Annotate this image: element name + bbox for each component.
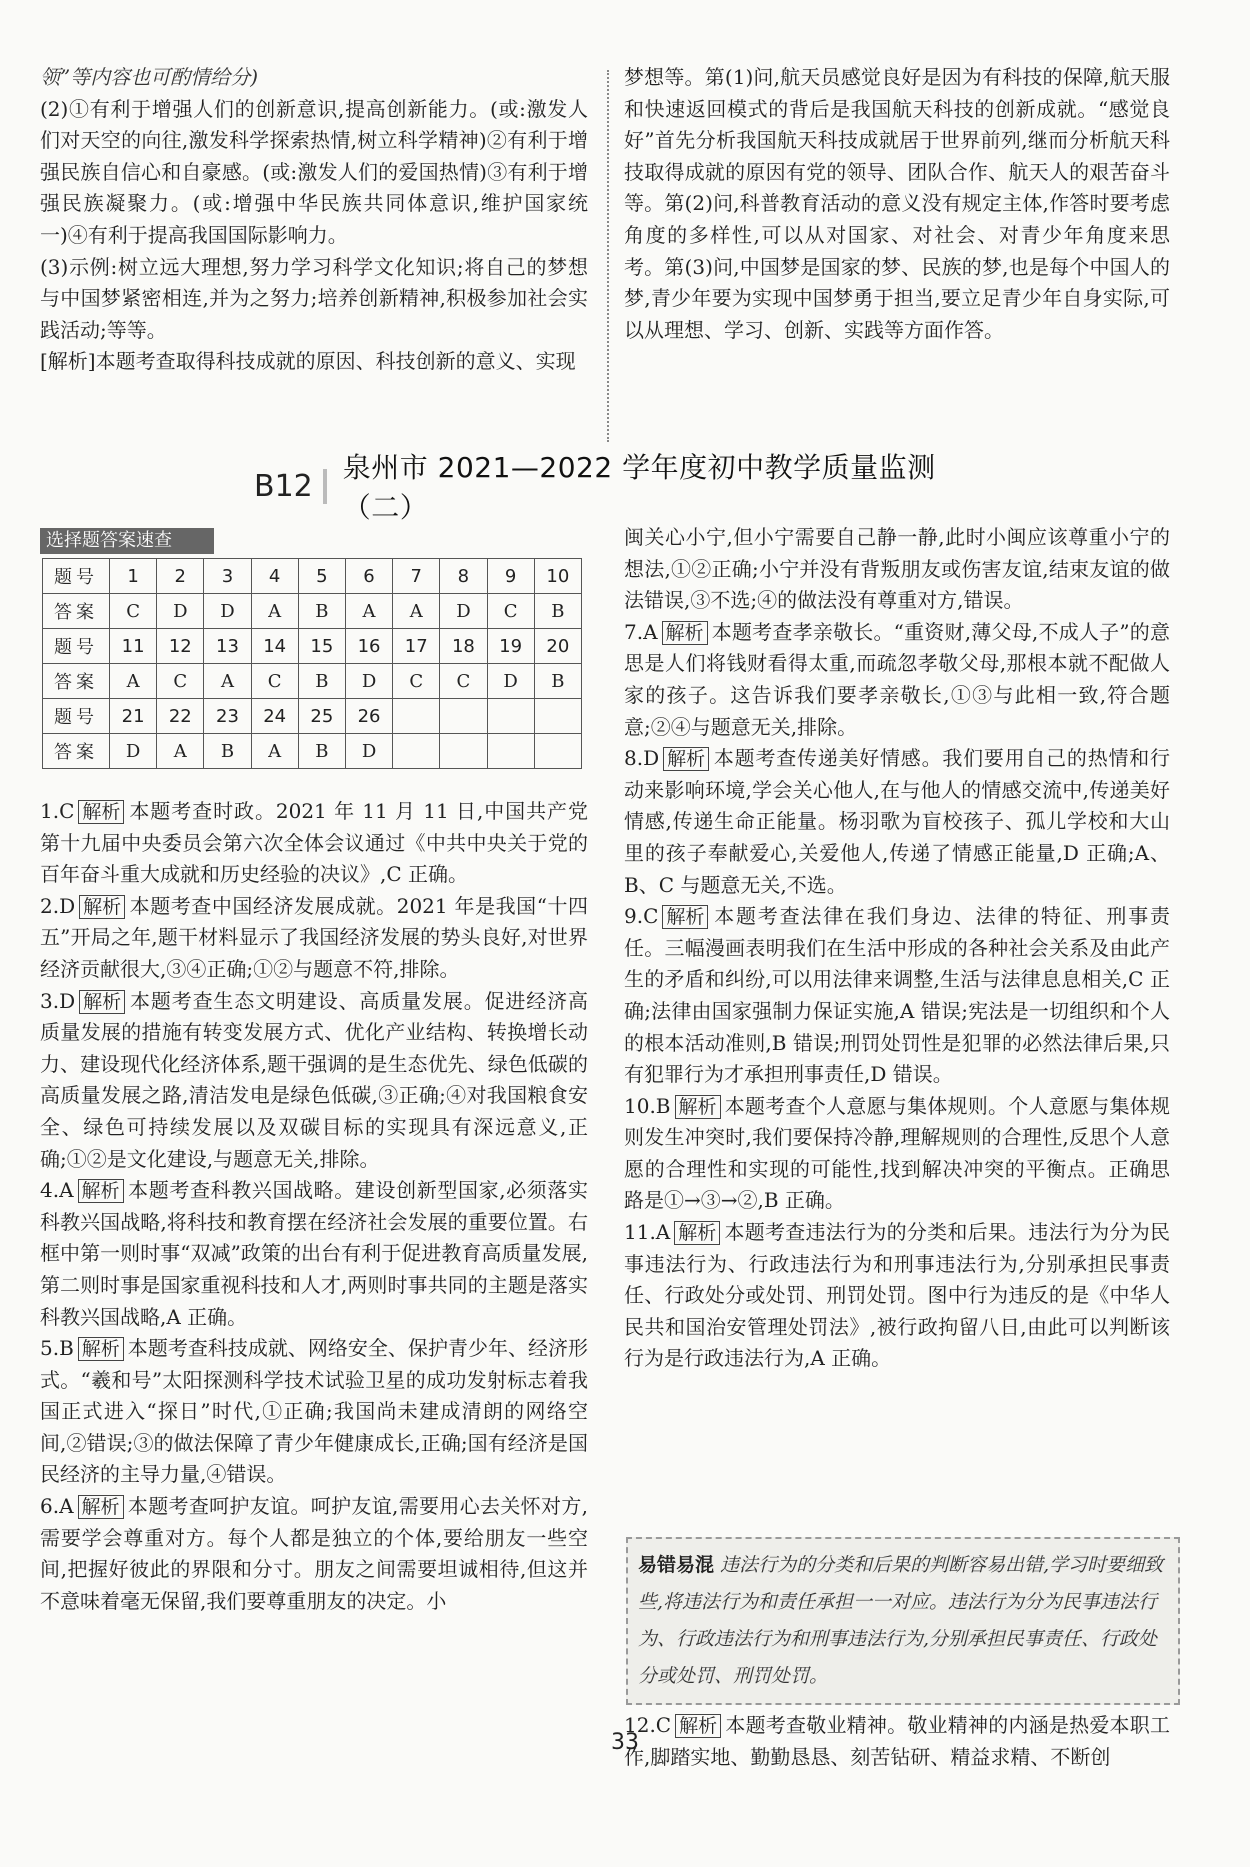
- answer-cell: D: [157, 594, 204, 629]
- question-number: 14: [251, 629, 298, 664]
- top-left-line-0: 领”等内容也可酌情给分): [40, 65, 259, 89]
- answer-item: [40, 986, 588, 1176]
- item-text: 本题考查法律在我们身边、法律的特征、刑事责任。三幅漫画表明我们在生活中形成的各种社会关系及由此产生的矛盾和纠纷,可以用法律来调整,生活与法律息息相关,C 正确;法律由国家强制力保证实施,A 错误;宪法是一切组织和个人的根本活动准则,B 错误;刑罚处罚性是犯罪的必然法律后果,只有犯罪行为才承担刑事责任,D 错误。: [624, 904, 1170, 1087]
- item-text: 本题考查时政。2021 年 11 月 11 日,中国共产党第十九届中央委员会第六次全体会议通过《中共中央关于党的百年奋斗重大成就和历史经验的决议》,C 正确。: [40, 799, 588, 887]
- row-header: 答案: [43, 594, 110, 629]
- item-text: 本题考查孝亲敬长。“重资财,薄父母,不成人子”的意思是人们将钱财看得太重,而疏忽孝敬父母,那根本就不配做人家的孩子。这告诉我们要孝亲敬长,①③与此相一致,符合题意;②④与题意无关,排除。: [624, 619, 1170, 739]
- item-text: 本题考查科教兴国战略。建设创新型国家,必须落实科教兴国战略,将科技和教育摆在经济社会发展的重要位置。右框中第一则时事“双减”政策的出台有利于促进教育高质量发展,第二则时事是国家重视科技和人才,两则时事共同的主题是落实科教兴国战略,A 正确。: [40, 1178, 588, 1329]
- section-code: B12: [244, 469, 327, 504]
- answer-cell: A: [251, 734, 298, 769]
- answer-cell: B: [204, 734, 251, 769]
- question-number: 13: [204, 629, 251, 664]
- section-title: [244, 451, 1004, 524]
- answer-cell: D: [487, 664, 534, 699]
- analysis-tag: 解析: [674, 1221, 720, 1245]
- answer-table-num-row: [43, 629, 582, 664]
- answer-table-ans-row: [43, 594, 582, 629]
- analysis-tag: 解析: [675, 1095, 721, 1119]
- answer-cell: C: [110, 594, 157, 629]
- answer-cell: A: [204, 664, 251, 699]
- question-number: 6: [345, 559, 392, 594]
- answer-cell: B: [534, 594, 581, 629]
- answer-item: [624, 1217, 1170, 1375]
- question-number: 25: [298, 699, 345, 734]
- answer-cell: D: [345, 664, 392, 699]
- answer-cell: [393, 734, 440, 769]
- item-head: 3.D: [40, 988, 76, 1013]
- answer-table-num-row: [43, 559, 582, 594]
- page-number: 33: [611, 1730, 639, 1755]
- answer-table: [42, 558, 582, 769]
- answer-item: [624, 617, 1170, 743]
- item-head: 12.C: [624, 1713, 672, 1737]
- item-head: 7.A: [624, 619, 658, 644]
- answer-item: [40, 1175, 588, 1333]
- row-header: 题号: [43, 629, 110, 664]
- item-text: 本题考查敬业精神。敬业精神的内涵是热爱本职工作,脚踏实地、勤勤恳恳、刻苦钻研、精益求精、不断创: [624, 1713, 1170, 1769]
- answer-item: [40, 796, 588, 891]
- top-right-text: 梦想等。第(1)问,航天员感觉良好是因为有科技的保障,航天服和快速返回模式的背后是我国航天科技的创新成就。“感觉良好”首先分析我国航天科技成就居于世界前列,继而分析航天科技取得成就的原因有党的领导、团队合作、航天人的艰苦奋斗等。第(2)问,科普教育活动的意义没有规定主体,作答时要考虑角度的多样性,可以从对国家、对社会、对青少年角度来思考。第(3)问,中国梦是国家的梦、民族的梦,也是每个中国人的梦,青少年要为实现中国梦勇于担当,要立足青少年自身实际,可以从理想、学习、创新、实践等方面作答。: [624, 65, 1170, 342]
- item-text: 本题考查个人意愿与集体规则。个人意愿与集体规则发生冲突时,我们要保持冷静,理解规则的合理性,反思个人意愿的合理性和实现的可能性,找到解决冲突的平衡点。正确思路是①→③→②,B 正确。: [624, 1093, 1170, 1213]
- analysis-tag: 解析: [663, 747, 709, 771]
- question-number: 23: [204, 699, 251, 734]
- analysis-tag: 解析: [79, 895, 125, 919]
- answer-cell: B: [298, 734, 345, 769]
- answer-cell: A: [251, 594, 298, 629]
- error-note-box: [626, 1537, 1180, 1705]
- right-column: [624, 522, 1170, 1375]
- answer-item: [624, 1091, 1170, 1217]
- question-number: 11: [110, 629, 157, 664]
- answer-item: [40, 1333, 588, 1491]
- item-text: 本题考查呵护友谊。呵护友谊,需要用心去关怀对方,需要学会尊重对方。每个人都是独立的个体,要给朋友一些空间,把握好彼此的界限和分寸。朋友之间需要坦诚相待,但这并不意味着毫无保留,我们要尊重朋友的决定。小: [40, 1494, 588, 1613]
- question-number: 18: [440, 629, 487, 664]
- answer-cell: [534, 734, 581, 769]
- question-number: 26: [345, 699, 392, 734]
- question-number: 24: [251, 699, 298, 734]
- answer-cell: [487, 734, 534, 769]
- answer-table-ans-row: [43, 734, 582, 769]
- question-number: 10: [534, 559, 581, 594]
- item-head: 4.A: [40, 1178, 74, 1203]
- analysis-tag: 解析: [78, 1495, 124, 1519]
- section-title-text: 泉州市 2021—2022 学年度初中教学质量监测（二）: [342, 451, 936, 524]
- item-head: 10.B: [624, 1093, 671, 1118]
- analysis-tag: 解析: [78, 800, 124, 824]
- question-number: 2: [157, 559, 204, 594]
- answer-cell: D: [345, 734, 392, 769]
- question-number: 1: [110, 559, 157, 594]
- top-left-answer-3: (3)示例:树立远大理想,努力学习科学文化知识;将自己的梦想与中国梦紧密相连,并为之努力;培养创新精神,积极参加社会实践活动;等等。: [40, 254, 588, 342]
- top-left-answer-2: (2)①有利于增强人们的创新意识,提高创新能力。(或:激发人们对天空的向往,激发科学探索热情,树立科学精神)②有利于增强民族自信心和自豪感。(或:激发人们的爱国热情)③有利于增强民族凝聚力。(或:增强中华民族共同体意识,维护国家统一)④有利于提高我国国际影响力。: [40, 96, 588, 247]
- answer-cell: B: [534, 664, 581, 699]
- question-number: 21: [110, 699, 157, 734]
- answer-item: [624, 522, 1170, 617]
- answer-cell: A: [110, 664, 157, 699]
- row-header: 答案: [43, 734, 110, 769]
- answer-cell: C: [440, 664, 487, 699]
- question-number: 19: [487, 629, 534, 664]
- analysis-tag: 解析: [662, 905, 708, 929]
- answer-cell: C: [487, 594, 534, 629]
- item-text: 本题考查科技成就、网络安全、保护青少年、经济形式。“羲和号”太阳探测科学技术试验卫星的成功发射标志着我国正式进入“探日”时代,①正确;我国尚未建成清朗的网络空间,②错误;③的做法保障了青少年健康成长,正确;国有经济是国民经济的主导力量,④错误。: [40, 1336, 588, 1487]
- answer-cell: C: [393, 664, 440, 699]
- answer-item: [624, 901, 1170, 1091]
- answer-banner: 选择题答案速查: [40, 528, 214, 554]
- item-head: 6.A: [40, 1494, 74, 1519]
- note-text: 违法行为的分类和后果的判断容易出错,学习时要细致些,将违法行为和责任承担一一对应。违法行为分为民事违法行为、行政违法行为和刑事违法行为,分别承担民事责任、行政处分或处罚、刑罚处罚。: [638, 1554, 1164, 1687]
- question-number: 15: [298, 629, 345, 664]
- answer-cell: D: [204, 594, 251, 629]
- question-number: 7: [393, 559, 440, 594]
- row-header: 答案: [43, 664, 110, 699]
- answer-table-num-row: [43, 699, 582, 734]
- analysis-tag: 解析: [79, 990, 125, 1014]
- top-left-analysis: [解析]本题考查取得科技成就的原因、科技创新的意义、实现: [40, 349, 576, 374]
- answer-cell: [440, 734, 487, 769]
- left-column: [40, 796, 588, 1617]
- question-number: 17: [393, 629, 440, 664]
- answer-item: [624, 743, 1170, 901]
- row-header: 题号: [43, 559, 110, 594]
- analysis-tag: 解析: [662, 621, 708, 645]
- item-head: 9.C: [624, 904, 659, 929]
- row-header: 题号: [43, 699, 110, 734]
- answer-item: [40, 891, 588, 986]
- item-text: 本题考查中国经济发展成就。2021 年是我国“十四五”开局之年,题干材料显示了我国经济发展的势头良好,对世界经济贡献很大,③④正确;①②与题意不符,排除。: [40, 893, 588, 981]
- answer-cell: B: [298, 594, 345, 629]
- question-number: 22: [157, 699, 204, 734]
- item-text: 本题考查传递美好情感。我们要用自己的热情和行动来影响环境,学会关心他人,在与他人的情感交流中,传递美好情感,传递生命正能量。杨羽歌为盲校孩子、孤儿学校和大山里的孩子奉献爱心,关爱他人,传递了情感正能量,D 正确;A、B、C 与题意无关,不选。: [624, 746, 1170, 897]
- question-number: [534, 699, 581, 734]
- question-number: 8: [440, 559, 487, 594]
- answer-cell: C: [251, 664, 298, 699]
- analysis-tag: 解析: [675, 1714, 721, 1738]
- answer-item: [40, 1491, 588, 1617]
- answer-cell: D: [440, 594, 487, 629]
- question-number: 5: [298, 559, 345, 594]
- answer-cell: A: [345, 594, 392, 629]
- answer-cell: A: [393, 594, 440, 629]
- analysis-tag: 解析: [78, 1179, 124, 1203]
- answer-cell: C: [157, 664, 204, 699]
- item-text: 本题考查生态文明建设、高质量发展。促进经济高质量发展的措施有转变发展方式、优化产业结构、转换增长动力、建设现代化经济体系,题干强调的是生态优先、绿色低碳的高质量发展之路,清洁发电是绿色低碳,③正确;④对我国粮食安全、绿色可持续发展以及双碳目标的实现具有深远意义,正确;①②是文化建设,与题意无关,排除。: [40, 988, 588, 1171]
- question-number: 9: [487, 559, 534, 594]
- answer-cell: A: [157, 734, 204, 769]
- item-head: 5.B: [40, 1336, 74, 1361]
- question-number: 12: [157, 629, 204, 664]
- answer-cell: D: [110, 734, 157, 769]
- item-head: 2.D: [40, 893, 76, 918]
- item-text: 本题考查违法行为的分类和后果。违法行为分为民事违法行为、行政违法行为和刑事违法行为,分别承担民事责任、行政处分或处罚、刑罚处罚。图中行为违反的是《中华人民共和国治安管理处罚法》,被行政拘留八日,由此可以判断该行为是行政违法行为,A 正确。: [624, 1220, 1170, 1371]
- question-number: 4: [251, 559, 298, 594]
- answer-table-ans-row: [43, 664, 582, 699]
- question-number: 16: [345, 629, 392, 664]
- question-number: [440, 699, 487, 734]
- analysis-tag: 解析: [78, 1337, 124, 1361]
- item-head: 8.D: [624, 746, 660, 771]
- question-number: [487, 699, 534, 734]
- item-head: 1.C: [40, 799, 75, 823]
- top-right-column: [624, 62, 1170, 346]
- item-text: 闽关心小宁,但小宁需要自己静一静,此时小闽应该尊重小宁的想法,①②正确;小宁并没有背叛朋友或伤害友谊,结束友谊的做法错误,③不选;④的做法没有尊重对方,错误。: [624, 525, 1170, 613]
- note-label: 易错易混: [638, 1554, 715, 1576]
- top-left-column: [40, 62, 588, 378]
- question-number: [393, 699, 440, 734]
- question-number: 20: [534, 629, 581, 664]
- answer-cell: B: [298, 664, 345, 699]
- item-head: 11.A: [624, 1220, 671, 1245]
- column-divider: [607, 70, 609, 442]
- question-number: 3: [204, 559, 251, 594]
